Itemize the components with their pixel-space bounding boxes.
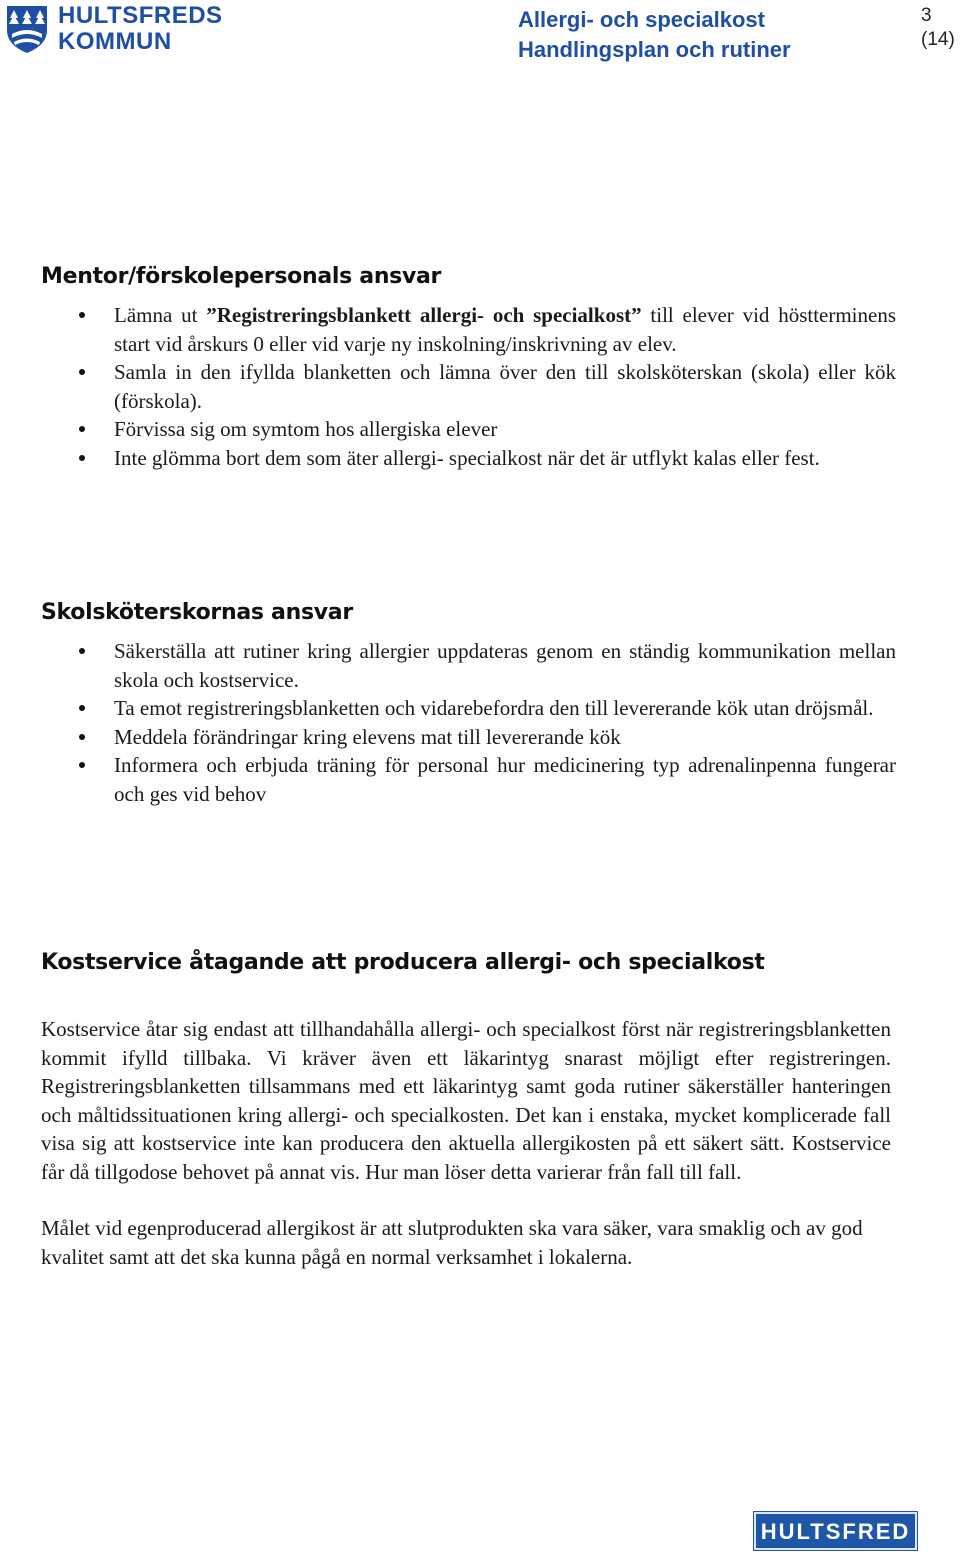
section-heading-school-nurses: Skolsköterskornas ansvar (41, 600, 353, 625)
list-item-text-prefix: Lämna ut (114, 303, 207, 327)
section-heading-mentor: Mentor/förskolepersonals ansvar (41, 264, 442, 289)
kostservice-paragraph: Kostservice åtar sig endast att tillhandahålla allergi- och specialkost först när registreringsblanketten kommit ifylld tillbaka. Vi kräver även ett läkarintyg snarast möjligt efter registreringen. Registreringsblanketten tillsammans med ett läkarintyg samt goda rutiner säkerställer hanteringen och måltidssituationen kring allergi- och specialkosten. Det kan i enstaka, mycket komplicerade fall visa sig att kostservice inte kan producera den aktuella allergikosten på ett säkert sätt. Kostservice får då tillgodose behovet på annat vis. Hur man löser detta varierar från fall till fall. (41, 1017, 891, 1184)
list-item: Ta emot registreringsblanketten och vidarebefordra den till levererande kök utan dröjsmål. (0, 694, 896, 723)
list-item: Meddela förändringar kring elevens mat till levererande kök (0, 723, 896, 752)
page-number-current: 3 (921, 5, 932, 26)
municipal-shield-icon (4, 4, 50, 54)
list-item (0, 301, 896, 358)
list-item-text-suffix: till elever vid höstterminens start vid årskurs 0 eller vid varje ny inskolning/inskrivning av elev. (114, 303, 897, 356)
form-name-bold: ”Registreringsblankett allergi- och specialkost” (206, 303, 642, 327)
mentor-responsibility-list (0, 301, 960, 472)
section-heading-kostservice: Kostservice åtagande att producera allergi- och specialkost (41, 950, 765, 975)
list-item: Samla in den ifyllda blanketten och lämna över den till skolsköterskan (skola) eller kök (förskola). (0, 358, 896, 415)
municipality-logo (4, 2, 223, 56)
logo-text-line1: HULTSFREDS (58, 2, 223, 29)
list-item: Informera och erbjuda träning för personal hur medicinering typ adrenalinpenna fungerar och ges vid behov (0, 751, 896, 808)
list-item: Förvissa sig om symtom hos allergiska elever (0, 415, 896, 444)
document-title-line1: Allergi- och specialkost (518, 7, 765, 32)
document-title (518, 5, 791, 65)
school-nurse-responsibility-list (0, 637, 960, 808)
page-number (921, 4, 955, 52)
footer-logo-text: HULTSFRED (760, 1519, 911, 1544)
footer-logo (754, 1512, 917, 1550)
logo-text-line2: KOMMUN (58, 28, 172, 55)
list-item: Säkerställa att rutiner kring allergier uppdateras genom en ständig kommunikation mellan skola och kostservice. (0, 637, 896, 694)
list-item: Inte glömma bort dem som äter allergi- specialkost när det är utflykt kalas eller fest. (0, 444, 896, 473)
goal-paragraph: Målet vid egenproducerad allergikost är att slutprodukten ska vara säker, vara smaklig och av god kvalitet samt att det ska kunna pågå en normal verksamhet i lokalerna. (41, 1216, 863, 1269)
document-title-line2: Handlingsplan och rutiner (518, 37, 791, 62)
page-number-total: (14) (921, 29, 955, 50)
